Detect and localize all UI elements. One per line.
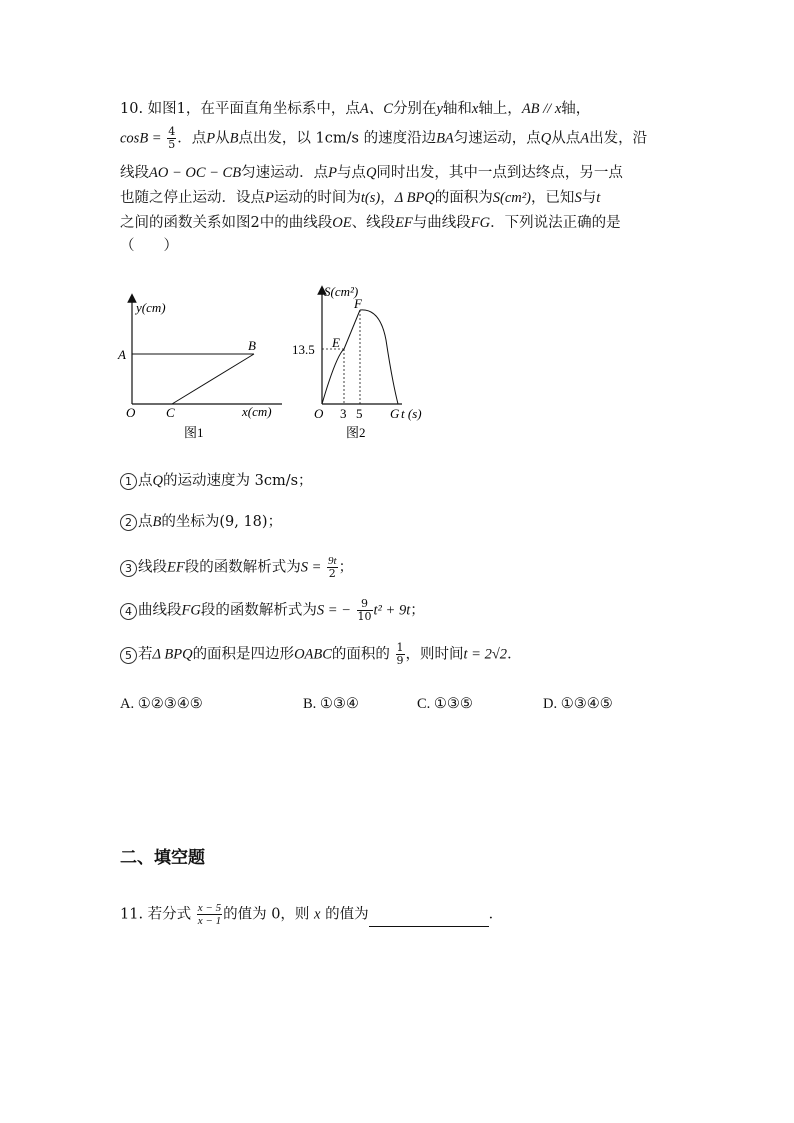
statement-text: ； bbox=[410, 602, 425, 619]
q10-text: 之间的函数关系如图2中的曲线段 bbox=[120, 215, 333, 231]
circled-3-icon: 3 bbox=[120, 560, 137, 577]
q10-line6 bbox=[120, 236, 178, 256]
q10-text: 轴， bbox=[561, 101, 591, 117]
circled-5-icon: 5 bbox=[120, 647, 137, 664]
statement-math: Q bbox=[152, 473, 163, 489]
option-c[interactable] bbox=[417, 696, 473, 713]
frac-num: 4 bbox=[168, 125, 176, 138]
statement-5 bbox=[120, 642, 522, 667]
q10-math: B bbox=[229, 130, 239, 147]
statement-text: ； bbox=[338, 559, 354, 576]
figure-1 bbox=[112, 292, 292, 442]
circled-2-icon: 2 bbox=[120, 514, 137, 531]
statement-text: 点 bbox=[138, 473, 153, 489]
fig2-caption: 图2 bbox=[346, 425, 366, 440]
q10-text: 与曲线段 bbox=[412, 215, 471, 231]
q11-text: 的值为 bbox=[325, 906, 369, 923]
statement-math: S = bbox=[300, 559, 322, 576]
q10-text: 也随之停止运动．设点 bbox=[120, 190, 265, 206]
statement-text: 的坐标为 bbox=[161, 514, 220, 530]
q10-line2 bbox=[120, 126, 647, 151]
section-title: 二、填空题 bbox=[120, 848, 205, 868]
statement-math: OABC bbox=[294, 646, 332, 663]
segment-cb bbox=[172, 354, 254, 404]
fig2-value-label: 13.5 bbox=[292, 342, 315, 357]
statement-math: EF bbox=[167, 559, 185, 576]
statement-1 bbox=[120, 471, 313, 491]
statement-math: B bbox=[152, 514, 162, 530]
fig1-label-c: C bbox=[166, 405, 175, 420]
q10-math: t bbox=[596, 190, 601, 206]
q10-line1 bbox=[120, 99, 590, 119]
q10-text: 同时出发，其中一点到达终点，另一点 bbox=[376, 165, 623, 181]
statement-text: ，则时间 bbox=[405, 646, 464, 663]
figure-2 bbox=[284, 280, 444, 442]
option-d[interactable] bbox=[543, 696, 613, 713]
q11-fraction bbox=[197, 902, 222, 927]
fig2-tick-5: 5 bbox=[356, 406, 363, 421]
option-a-value: ①②③④⑤ bbox=[137, 696, 203, 712]
fig2-xlabel: t (s) bbox=[401, 406, 422, 421]
statement-2 bbox=[120, 512, 282, 532]
q10-text: 匀速运动，点 bbox=[453, 130, 541, 147]
q10-text: 、线段 bbox=[351, 215, 396, 231]
fig1-caption: 图1 bbox=[184, 425, 204, 440]
fig2-label-f: F bbox=[354, 296, 362, 311]
q10-text: 如图1，在平面直角坐标系中，点 bbox=[147, 101, 360, 117]
q10-math: FG bbox=[470, 215, 491, 231]
q10-text: 轴上， bbox=[478, 101, 522, 117]
statement-text: 段的函数解析式为 bbox=[184, 559, 301, 576]
q10-math: A、C bbox=[359, 101, 393, 117]
cos-fraction bbox=[167, 126, 176, 151]
q10-line5 bbox=[120, 213, 621, 233]
q10-math: AO − OC − CB bbox=[149, 165, 242, 181]
q10-math: AB // x bbox=[521, 101, 562, 117]
fig2-label-o: O bbox=[314, 406, 324, 421]
q10-text: 从 bbox=[215, 130, 230, 147]
q10-math: S(cm²) bbox=[492, 190, 531, 206]
curve-fg bbox=[360, 310, 398, 404]
q10-text: 轴和 bbox=[442, 101, 472, 117]
frac-num: 9t bbox=[328, 555, 337, 567]
statement-text: ． bbox=[507, 646, 522, 663]
cos-label: cosB = bbox=[120, 130, 162, 147]
option-d-value: ①③④⑤ bbox=[560, 696, 613, 712]
fig1-label-o: O bbox=[126, 405, 136, 420]
answer-paren: （ ） bbox=[120, 238, 178, 254]
statement-math: Δ BPQ bbox=[152, 646, 193, 663]
q11-text: 若分式 bbox=[147, 906, 192, 923]
frac-den: x − 1 bbox=[197, 915, 222, 927]
q10-text: 点出发，以 1cm/s 的速度沿边 bbox=[238, 130, 437, 147]
q11-text: ． bbox=[488, 906, 504, 923]
q10-math: Δ BPQ bbox=[394, 190, 435, 206]
statement-text: 曲线段 bbox=[138, 602, 182, 619]
q10-math: Q bbox=[540, 130, 552, 147]
option-b[interactable] bbox=[303, 696, 359, 713]
q10-text: 从点 bbox=[551, 130, 581, 147]
q10-line3 bbox=[120, 163, 623, 183]
s4-fraction bbox=[357, 598, 373, 623]
q10-math: P bbox=[328, 165, 337, 181]
frac-den: 2 bbox=[328, 567, 336, 580]
q10-math: S bbox=[574, 190, 582, 206]
option-a[interactable] bbox=[120, 696, 203, 713]
option-d-label: D. bbox=[543, 696, 558, 712]
option-b-value: ①③④ bbox=[319, 696, 359, 712]
q10-text: 与 bbox=[581, 190, 597, 206]
s5-fraction bbox=[396, 642, 405, 667]
q10-math: x bbox=[471, 101, 479, 117]
q10-text: ， bbox=[380, 190, 395, 206]
q10-math: EF bbox=[395, 215, 413, 231]
q10-text: 线段 bbox=[120, 165, 149, 181]
statement-text: 的面积的 bbox=[331, 646, 390, 663]
fig1-label-a: A bbox=[118, 347, 126, 362]
curve-oe bbox=[322, 349, 344, 404]
fig1-xlabel: x(cm) bbox=[242, 404, 272, 419]
q10-math: P bbox=[206, 130, 216, 147]
s3-fraction bbox=[327, 555, 338, 580]
statement-text: 的运动速度为 3cm/s； bbox=[162, 473, 313, 489]
q10-text: 与点 bbox=[336, 165, 366, 181]
q10-math: y bbox=[436, 101, 443, 117]
statement-math: (9, 18) bbox=[219, 514, 268, 530]
option-c-value: ①③⑤ bbox=[433, 696, 473, 712]
fig2-tick-3: 3 bbox=[340, 406, 347, 421]
option-c-label: C. bbox=[417, 696, 431, 712]
segment-ef bbox=[344, 310, 360, 349]
frac-den: 9 bbox=[396, 654, 404, 667]
statement-text: 点 bbox=[138, 514, 153, 530]
q10-line4 bbox=[120, 188, 600, 208]
q10-math: t(s) bbox=[360, 190, 381, 206]
fig2-label-g: G bbox=[390, 406, 400, 421]
statement-math: FG bbox=[181, 602, 201, 619]
statement-math: t² + 9t bbox=[373, 602, 411, 619]
statement-math: t = 2√2 bbox=[463, 646, 508, 663]
q10-math: Q bbox=[365, 165, 377, 181]
frac-num: 9 bbox=[357, 598, 373, 611]
frac-num: x − 5 bbox=[197, 902, 222, 914]
fig2-ylabel: S(cm²) bbox=[324, 284, 359, 299]
q10-math: P bbox=[265, 190, 274, 206]
option-b-label: B. bbox=[303, 696, 317, 712]
statement-text: 线段 bbox=[138, 559, 167, 576]
q10-text: ．点 bbox=[177, 130, 207, 147]
q11-math: x bbox=[314, 906, 321, 923]
q10-math: A bbox=[580, 130, 590, 147]
statement-text: 若 bbox=[138, 646, 153, 663]
fig1-ylabel: y(cm) bbox=[136, 300, 166, 315]
q11-text: 的值为 0，则 bbox=[223, 906, 310, 923]
circled-4-icon: 4 bbox=[120, 603, 137, 620]
q10-number: 10. bbox=[120, 101, 144, 117]
fig1-label-b: B bbox=[248, 338, 256, 353]
q10-text: 的面积为 bbox=[434, 190, 493, 206]
q10-text: 匀速运动．点 bbox=[241, 165, 329, 181]
q11-line bbox=[120, 902, 503, 927]
frac-den: 10 bbox=[357, 610, 372, 623]
statement-4 bbox=[120, 598, 425, 623]
statement-math: S = − bbox=[316, 602, 351, 619]
q10-text: ．下列说法正确的是 bbox=[490, 215, 621, 231]
option-a-label: A. bbox=[120, 696, 135, 712]
q11-number: 11. bbox=[120, 906, 144, 923]
statement-text: ； bbox=[267, 514, 283, 530]
frac-den: 5 bbox=[168, 138, 176, 151]
frac-num: 1 bbox=[396, 641, 404, 654]
statement-3 bbox=[120, 555, 353, 580]
q10-text: ，已知 bbox=[530, 190, 575, 206]
q10-math: BA bbox=[436, 130, 454, 147]
q10-text: 分别在 bbox=[392, 101, 437, 117]
answer-blank[interactable] bbox=[369, 912, 489, 927]
statement-text: 的面积是四边形 bbox=[192, 646, 295, 663]
q10-text: 运动的时间为 bbox=[273, 190, 361, 206]
circled-1-icon: 1 bbox=[120, 473, 137, 490]
q10-math: OE bbox=[332, 215, 352, 231]
q10-text: 出发，沿 bbox=[589, 130, 648, 147]
fig2-label-e: E bbox=[332, 335, 340, 350]
statement-text: 段的函数解析式为 bbox=[200, 602, 317, 619]
